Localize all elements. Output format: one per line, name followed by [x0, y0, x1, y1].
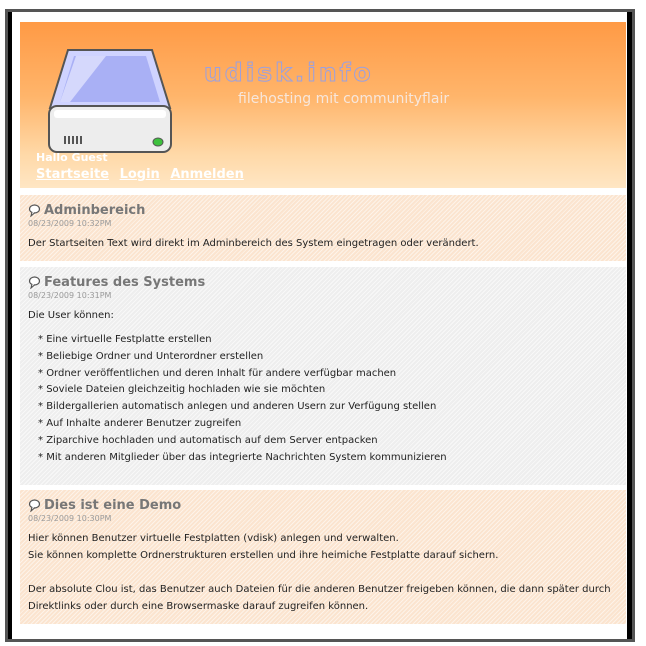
- list-item: * Bildergallerien automatisch anlegen und anderen Usern zur Verfügung stellen: [38, 399, 618, 416]
- list-item: * Soviele Dateien gleichzeitig hochladen wie sie möchten: [38, 382, 618, 399]
- main-nav: [36, 167, 250, 182]
- site-logo: udisk.info: [204, 58, 374, 87]
- nav-link-startseite[interactable]: Startseite: [36, 167, 110, 182]
- news-post: [20, 195, 626, 261]
- nav-link-login[interactable]: Login: [119, 167, 160, 182]
- list-item: * Auf Inhalte anderer Benutzer zugreifen: [38, 416, 618, 433]
- news-post: [20, 490, 626, 624]
- feature-list: [38, 332, 618, 466]
- post-title: Dies ist eine Demo: [28, 498, 618, 513]
- list-item: * Ordner veröffentlichen und deren Inhalt für andere verfügbar machen: [38, 366, 618, 383]
- post-title: Adminbereich: [28, 203, 618, 218]
- post-body: Der Startseiten Text wird direkt im Adminbereich des System eingetragen oder verändert.: [28, 238, 479, 249]
- site-slogan: filehosting mit communityflair: [238, 91, 450, 107]
- greeting-text: Hallo Guest: [36, 151, 108, 164]
- nav-link-anmelden[interactable]: Anmelden: [170, 167, 244, 182]
- list-item: * Eine virtuelle Festplatte erstellen: [38, 332, 618, 349]
- post-body: Hier können Benutzer virtuelle Festplatten (vdisk) anlegen und verwalten. Sie können komplette Ordnerstrukturen erstellen und ihre heimiche Festplatte darauf sichern. Der absolute Clou ist, das Benutzer auch Dateien für die anderen Benutzer freigeben können, die dann später durch Direktlinks oder durch eine Browsermaske darauf zugreifen können.: [28, 533, 611, 612]
- post-body: Die User können: * Eine virtuelle Festplatte erstellen * Beliebige Ordner und Unterordner erstellen * Ordner veröffentlichen und deren Inhalt für andere verfügbar machen * Soviele Dateien gleichzeitig hochladen wie sie möchten * Bildergallerien automatisch anlegen und anderen Usern zur Verfügung stellen * Auf Inhalte anderer Benutzer zugreifen * Ziparchive hochladen und automatisch auf dem Server entpacken * Mit anderen Mitglieder über das integrierte Nachrichten System kommunizieren: [28, 307, 618, 466]
- post-date: 08/23/2009 10:30PM: [28, 514, 112, 523]
- list-item: * Beliebige Ordner und Unterordner erstellen: [38, 349, 618, 366]
- post-date: 08/23/2009 10:31PM: [28, 291, 112, 300]
- speech-bubble-icon: [28, 499, 41, 512]
- site-header: [20, 22, 626, 188]
- speech-bubble-icon: [28, 204, 41, 217]
- list-item: * Ziparchive hochladen und automatisch auf dem Server entpacken: [38, 433, 618, 450]
- hard-drive-icon: [46, 44, 174, 156]
- list-item: * Mit anderen Mitglieder über das integrierte Nachrichten System kommunizieren: [38, 450, 618, 467]
- post-date: 08/23/2009 10:32PM: [28, 219, 112, 228]
- post-title: Features des Systems: [28, 275, 618, 290]
- speech-bubble-icon: [28, 276, 41, 289]
- news-post: [20, 267, 626, 485]
